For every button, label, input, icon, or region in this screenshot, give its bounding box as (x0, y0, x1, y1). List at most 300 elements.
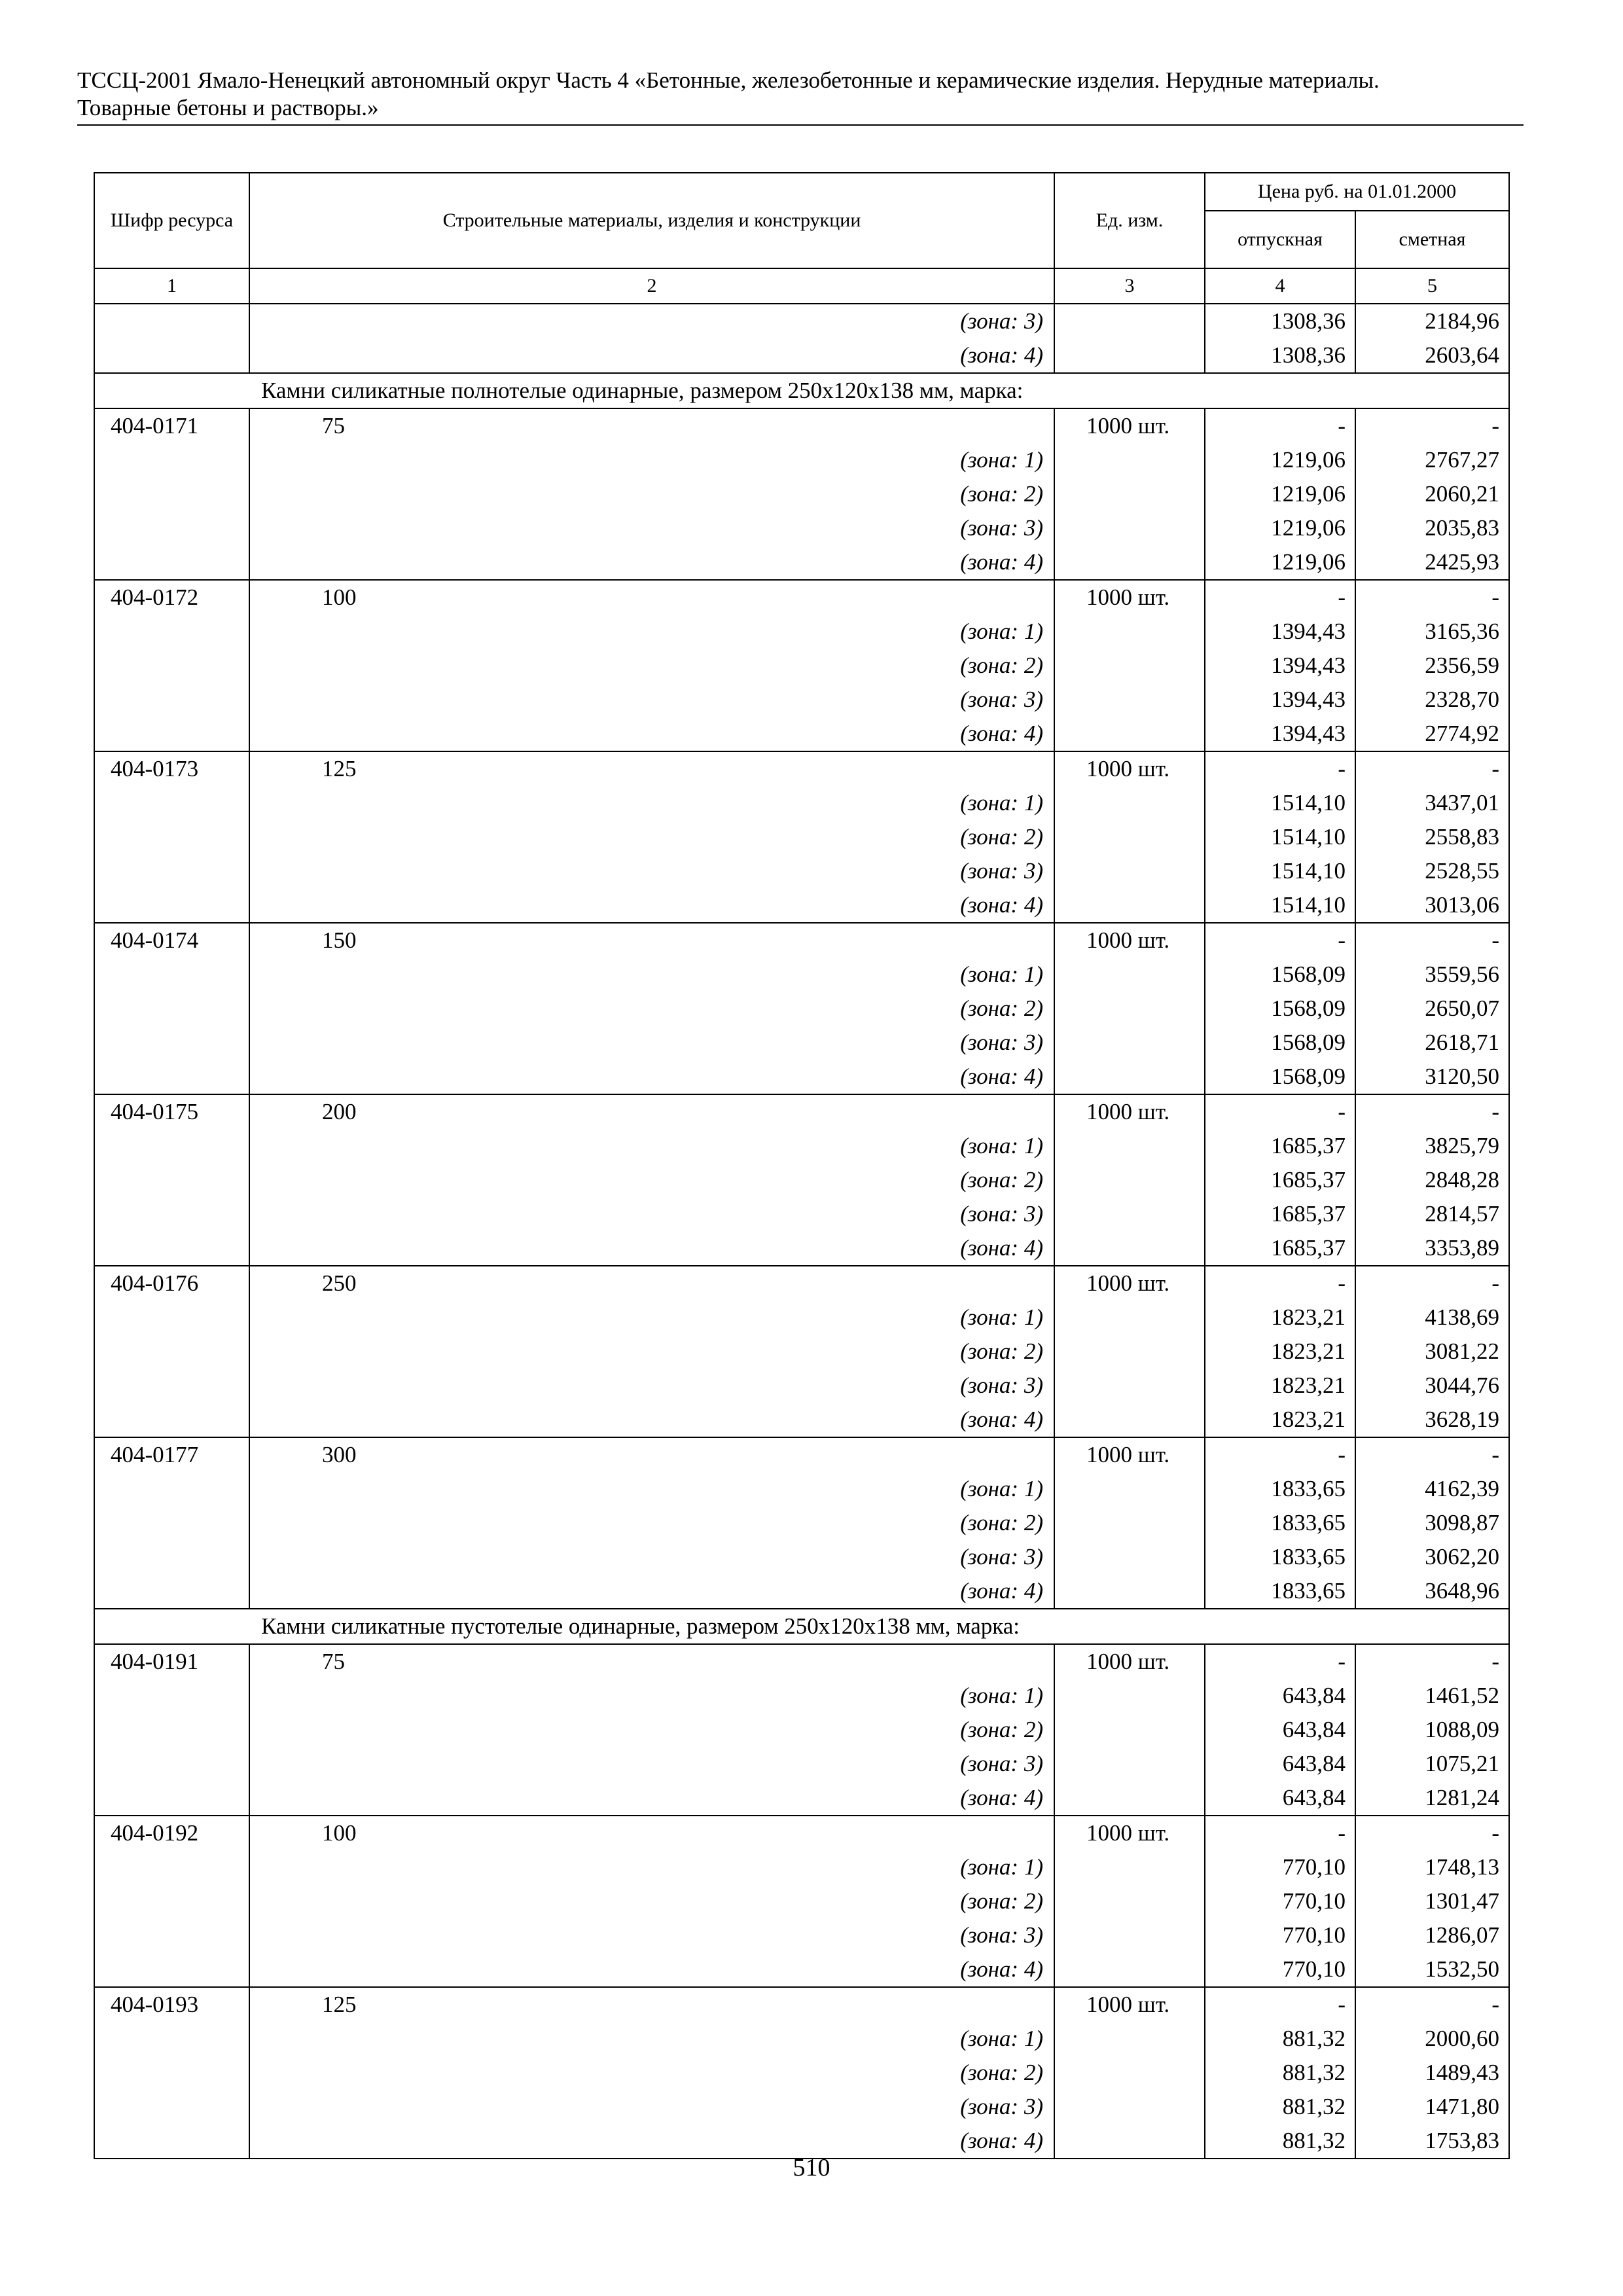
release-price: - (1205, 751, 1355, 786)
release-price: 643,84 (1205, 1747, 1355, 1781)
table-row (94, 580, 1509, 615)
estimate-price: 3098,87 (1355, 1506, 1509, 1540)
release-price: 1308,36 (1205, 338, 1355, 373)
header-code: Шифр ресурса (94, 173, 249, 268)
estimate-price: 1748,13 (1355, 1850, 1509, 1884)
unit-cell (1054, 683, 1205, 717)
release-price: 1219,06 (1205, 477, 1355, 511)
table-row (94, 786, 1509, 820)
table-row (94, 683, 1509, 717)
table-body (94, 304, 1509, 2159)
table-row (94, 477, 1509, 511)
code-cell (94, 1574, 249, 1609)
estimate-price: 1286,07 (1355, 1918, 1509, 1952)
estimate-price: 2618,71 (1355, 1026, 1509, 1060)
code-cell (94, 683, 249, 717)
release-price: 1823,21 (1205, 1403, 1355, 1437)
table-row (94, 1335, 1509, 1369)
estimate-price: 3062,20 (1355, 1540, 1509, 1574)
section-title-row (94, 1609, 1509, 1644)
release-price: 770,10 (1205, 1952, 1355, 1987)
release-price: 643,84 (1205, 1679, 1355, 1713)
table-row (94, 1540, 1509, 1574)
release-price: 1394,43 (1205, 683, 1355, 717)
code-cell (94, 2090, 249, 2124)
estimate-price: 2603,64 (1355, 338, 1509, 373)
unit-cell (1054, 1369, 1205, 1403)
table-row (94, 854, 1509, 888)
estimate-price: 3353,89 (1355, 1231, 1509, 1266)
release-price: 1568,09 (1205, 992, 1355, 1026)
resource-mark: 125 (249, 1987, 1054, 2022)
table-row (94, 1129, 1509, 1163)
code-cell (94, 1850, 249, 1884)
zone-label: (зона: 4) (249, 1952, 1054, 1987)
zone-label: (зона: 4) (249, 1781, 1054, 1816)
table-row (94, 1884, 1509, 1918)
release-price: - (1205, 1987, 1355, 2022)
table-row (94, 958, 1509, 992)
zone-label: (зона: 2) (249, 1335, 1054, 1369)
table-row (94, 1094, 1509, 1129)
zone-label: (зона: 4) (249, 545, 1054, 580)
table-row (94, 1437, 1509, 1472)
unit-cell: 1000 шт. (1054, 1987, 1205, 2022)
resource-code: 404-0191 (94, 1644, 249, 1679)
unit-cell (1054, 1026, 1205, 1060)
estimate-price: 3648,96 (1355, 1574, 1509, 1609)
release-price: 1394,43 (1205, 649, 1355, 683)
unit-cell (1054, 338, 1205, 373)
release-price: 1394,43 (1205, 615, 1355, 649)
zone-label: (зона: 4) (249, 717, 1054, 751)
unit-cell (1054, 1506, 1205, 1540)
code-cell (94, 1403, 249, 1437)
estimate-price: 2650,07 (1355, 992, 1509, 1026)
column-number: 2 (249, 268, 1054, 304)
unit-cell: 1000 шт. (1054, 1094, 1205, 1129)
estimate-price: - (1355, 1437, 1509, 1472)
unit-cell (1054, 1952, 1205, 1987)
estimate-price: 1489,43 (1355, 2056, 1509, 2090)
table-row (94, 1952, 1509, 1987)
release-price: 1308,36 (1205, 304, 1355, 338)
release-price: - (1205, 408, 1355, 443)
release-price: 1685,37 (1205, 1197, 1355, 1231)
code-cell (94, 615, 249, 649)
table-row (94, 1369, 1509, 1403)
header-line-2: Товарные бетоны и растворы.» (77, 95, 379, 120)
resource-code: 404-0172 (94, 580, 249, 615)
code-cell (94, 1300, 249, 1335)
resource-code: 404-0171 (94, 408, 249, 443)
code-cell (94, 1952, 249, 1987)
estimate-price: - (1355, 751, 1509, 786)
table-row (94, 1713, 1509, 1747)
table-row (94, 443, 1509, 477)
release-price: - (1205, 580, 1355, 615)
zone-label: (зона: 3) (249, 1540, 1054, 1574)
estimate-price: 2356,59 (1355, 649, 1509, 683)
code-cell (94, 1197, 249, 1231)
header-line-1: ТССЦ-2001 Ямало-Ненецкий автономный округ Часть 4 «Бетонные, железобетонные и керамические изделия. Нерудные материалы. (77, 67, 1380, 93)
resource-code: 404-0192 (94, 1816, 249, 1850)
zone-label: (зона: 4) (249, 1060, 1054, 1094)
unit-cell (1054, 2056, 1205, 2090)
zone-label: (зона: 2) (249, 1884, 1054, 1918)
resource-mark: 150 (249, 923, 1054, 958)
code-cell (94, 1472, 249, 1506)
code-cell (94, 1747, 249, 1781)
estimate-price: 2528,55 (1355, 854, 1509, 888)
column-number: 5 (1355, 268, 1509, 304)
zone-label: (зона: 2) (249, 992, 1054, 1026)
code-cell (94, 511, 249, 545)
release-price: 1514,10 (1205, 888, 1355, 923)
zone-label: (зона: 1) (249, 443, 1054, 477)
release-price: 1833,65 (1205, 1472, 1355, 1506)
release-price: 643,84 (1205, 1713, 1355, 1747)
code-cell (94, 1163, 249, 1197)
code-cell (94, 1884, 249, 1918)
code-cell (94, 888, 249, 923)
unit-cell (1054, 2022, 1205, 2056)
resource-mark: 75 (249, 1644, 1054, 1679)
code-cell (94, 1713, 249, 1747)
code-cell (94, 1335, 249, 1369)
zone-label: (зона: 1) (249, 2022, 1054, 2056)
table-row (94, 923, 1509, 958)
code-cell (94, 1369, 249, 1403)
unit-cell: 1000 шт. (1054, 1266, 1205, 1300)
zone-label: (зона: 4) (249, 1231, 1054, 1266)
zone-label: (зона: 3) (249, 1369, 1054, 1403)
unit-cell (1054, 615, 1205, 649)
header-estimate: сметная (1355, 211, 1509, 268)
estimate-price: 1532,50 (1355, 1952, 1509, 1987)
table-row (94, 1850, 1509, 1884)
zone-label: (зона: 1) (249, 1300, 1054, 1335)
estimate-price: 3044,76 (1355, 1369, 1509, 1403)
unit-cell: 1000 шт. (1054, 923, 1205, 958)
release-price: 1823,21 (1205, 1335, 1355, 1369)
resource-code: 404-0175 (94, 1094, 249, 1129)
unit-cell (1054, 717, 1205, 751)
estimate-price: 3628,19 (1355, 1403, 1509, 1437)
unit-cell (1054, 1231, 1205, 1266)
header-price-group: Цена руб. на 01.01.2000 (1205, 173, 1509, 211)
section-title: Камни силикатные пустотелые одинарные, размером 250х120х138 мм, марка: (94, 1609, 1509, 1644)
unit-cell (1054, 1713, 1205, 1747)
estimate-price: 1281,24 (1355, 1781, 1509, 1816)
table-row (94, 820, 1509, 854)
unit-cell (1054, 1781, 1205, 1816)
estimate-price: - (1355, 1816, 1509, 1850)
resource-code: 404-0173 (94, 751, 249, 786)
zone-label: (зона: 3) (249, 683, 1054, 717)
release-price: 881,32 (1205, 2090, 1355, 2124)
estimate-price: 1075,21 (1355, 1747, 1509, 1781)
estimate-price: 2814,57 (1355, 1197, 1509, 1231)
zone-label: (зона: 2) (249, 1506, 1054, 1540)
estimate-price: - (1355, 923, 1509, 958)
zone-label: (зона: 2) (249, 1163, 1054, 1197)
unit-cell (1054, 992, 1205, 1026)
resource-mark: 100 (249, 1816, 1054, 1850)
estimate-price: 3013,06 (1355, 888, 1509, 923)
estimate-price: 2328,70 (1355, 683, 1509, 717)
table-row (94, 649, 1509, 683)
estimate-price: 4162,39 (1355, 1472, 1509, 1506)
code-cell (94, 992, 249, 1026)
release-price: 1568,09 (1205, 1026, 1355, 1060)
release-price: 1833,65 (1205, 1574, 1355, 1609)
unit-cell (1054, 545, 1205, 580)
estimate-price: 2558,83 (1355, 820, 1509, 854)
column-number: 1 (94, 268, 249, 304)
resource-mark: 250 (249, 1266, 1054, 1300)
estimate-price: 3437,01 (1355, 786, 1509, 820)
zone-label: (зона: 3) (249, 304, 1054, 338)
code-cell (94, 1918, 249, 1952)
unit-cell (1054, 1163, 1205, 1197)
zone-label: (зона: 1) (249, 958, 1054, 992)
release-price: 1833,65 (1205, 1506, 1355, 1540)
section-title: Камни силикатные полнотелые одинарные, размером 250х120х138 мм, марка: (94, 373, 1509, 408)
estimate-price: 2060,21 (1355, 477, 1509, 511)
estimate-price: 1471,80 (1355, 2090, 1509, 2124)
estimate-price: 2767,27 (1355, 443, 1509, 477)
zone-label: (зона: 2) (249, 649, 1054, 683)
unit-cell (1054, 1574, 1205, 1609)
code-cell (94, 1679, 249, 1713)
code-cell (94, 649, 249, 683)
release-price: 1685,37 (1205, 1129, 1355, 1163)
unit-cell (1054, 786, 1205, 820)
code-cell (94, 304, 249, 338)
zone-label: (зона: 3) (249, 1026, 1054, 1060)
estimate-price: - (1355, 1266, 1509, 1300)
zone-label: (зона: 4) (249, 1403, 1054, 1437)
resource-code: 404-0177 (94, 1437, 249, 1472)
code-cell (94, 1026, 249, 1060)
estimate-price: - (1355, 408, 1509, 443)
table-row (94, 1026, 1509, 1060)
estimate-price: 1461,52 (1355, 1679, 1509, 1713)
estimate-price: 1301,47 (1355, 1884, 1509, 1918)
release-price: - (1205, 1094, 1355, 1129)
table-row (94, 304, 1509, 338)
estimate-price: 3165,36 (1355, 615, 1509, 649)
estimate-price: 2774,92 (1355, 717, 1509, 751)
code-cell (94, 1129, 249, 1163)
estimate-price: 4138,69 (1355, 1300, 1509, 1335)
code-cell (94, 443, 249, 477)
zone-label: (зона: 3) (249, 854, 1054, 888)
unit-cell (1054, 443, 1205, 477)
estimate-price: 3559,56 (1355, 958, 1509, 992)
code-cell (94, 1540, 249, 1574)
release-price: 1219,06 (1205, 545, 1355, 580)
table-row (94, 545, 1509, 580)
zone-label: (зона: 3) (249, 511, 1054, 545)
page-number: 510 (793, 2154, 830, 2181)
code-cell (94, 1060, 249, 1094)
release-price: - (1205, 923, 1355, 958)
price-table (94, 172, 1510, 2159)
code-cell (94, 477, 249, 511)
estimate-price: 3825,79 (1355, 1129, 1509, 1163)
zone-label: (зона: 4) (249, 888, 1054, 923)
unit-cell (1054, 1884, 1205, 1918)
unit-cell (1054, 1197, 1205, 1231)
estimate-price: 3081,22 (1355, 1335, 1509, 1369)
table-row (94, 615, 1509, 649)
release-price: 881,32 (1205, 2124, 1355, 2159)
estimate-price: 2848,28 (1355, 1163, 1509, 1197)
table-row (94, 338, 1509, 373)
release-price: 881,32 (1205, 2056, 1355, 2090)
estimate-price: 2000,60 (1355, 2022, 1509, 2056)
unit-cell: 1000 шт. (1054, 408, 1205, 443)
resource-mark: 300 (249, 1437, 1054, 1472)
header-unit: Ед. изм. (1054, 173, 1205, 268)
zone-label: (зона: 1) (249, 1850, 1054, 1884)
estimate-price: 1753,83 (1355, 2124, 1509, 2159)
zone-label: (зона: 4) (249, 338, 1054, 373)
code-cell (94, 958, 249, 992)
unit-cell (1054, 888, 1205, 923)
resource-mark: 75 (249, 408, 1054, 443)
zone-label: (зона: 3) (249, 2090, 1054, 2124)
zone-label: (зона: 3) (249, 1747, 1054, 1781)
release-price: 1219,06 (1205, 443, 1355, 477)
zone-label: (зона: 1) (249, 615, 1054, 649)
release-price: 770,10 (1205, 1918, 1355, 1952)
table-row (94, 1163, 1509, 1197)
table-row (94, 1472, 1509, 1506)
release-price: 881,32 (1205, 2022, 1355, 2056)
estimate-price: 3120,50 (1355, 1060, 1509, 1094)
code-cell (94, 854, 249, 888)
table-row (94, 992, 1509, 1026)
code-cell (94, 786, 249, 820)
unit-cell (1054, 820, 1205, 854)
release-price: - (1205, 1266, 1355, 1300)
table-row (94, 1747, 1509, 1781)
unit-cell (1054, 511, 1205, 545)
zone-label: (зона: 2) (249, 2056, 1054, 2090)
unit-cell (1054, 1300, 1205, 1335)
code-cell (94, 545, 249, 580)
estimate-price: 2425,93 (1355, 545, 1509, 580)
unit-cell (1054, 1403, 1205, 1437)
unit-cell (1054, 649, 1205, 683)
zone-label: (зона: 2) (249, 1713, 1054, 1747)
unit-cell (1054, 1540, 1205, 1574)
unit-cell (1054, 304, 1205, 338)
unit-cell: 1000 шт. (1054, 1816, 1205, 1850)
table-row (94, 1644, 1509, 1679)
estimate-price: - (1355, 1644, 1509, 1679)
release-price: 1219,06 (1205, 511, 1355, 545)
zone-label: (зона: 2) (249, 820, 1054, 854)
section-title-row (94, 373, 1509, 408)
release-price: 1568,09 (1205, 958, 1355, 992)
column-number: 3 (1054, 268, 1205, 304)
table-row (94, 1816, 1509, 1850)
table-row (94, 1403, 1509, 1437)
header-name: Строительные материалы, изделия и конструкции (249, 173, 1054, 268)
table-row (94, 1506, 1509, 1540)
release-price: - (1205, 1644, 1355, 1679)
release-price: 1514,10 (1205, 854, 1355, 888)
table-row (94, 1197, 1509, 1231)
resource-mark: 200 (249, 1094, 1054, 1129)
release-price: 1514,10 (1205, 786, 1355, 820)
table-row (94, 1679, 1509, 1713)
unit-cell (1054, 958, 1205, 992)
unit-cell (1054, 1472, 1205, 1506)
table-row (94, 511, 1509, 545)
estimate-price: 2184,96 (1355, 304, 1509, 338)
code-cell (94, 338, 249, 373)
release-price: 1685,37 (1205, 1163, 1355, 1197)
unit-cell (1054, 1335, 1205, 1369)
code-cell (94, 1231, 249, 1266)
zone-label: (зона: 3) (249, 1918, 1054, 1952)
code-cell (94, 2022, 249, 2056)
document-header (77, 67, 1524, 126)
release-price: 643,84 (1205, 1781, 1355, 1816)
table-row (94, 1574, 1509, 1609)
column-number: 4 (1205, 268, 1355, 304)
release-price: 1685,37 (1205, 1231, 1355, 1266)
header-release: отпускная (1205, 211, 1355, 268)
table-row (94, 888, 1509, 923)
table-row (94, 751, 1509, 786)
unit-cell (1054, 2090, 1205, 2124)
zone-label: (зона: 4) (249, 2124, 1054, 2159)
resource-code: 404-0176 (94, 1266, 249, 1300)
table-row (94, 2022, 1509, 2056)
unit-cell: 1000 шт. (1054, 751, 1205, 786)
release-price: 770,10 (1205, 1850, 1355, 1884)
unit-cell (1054, 477, 1205, 511)
zone-label: (зона: 3) (249, 1197, 1054, 1231)
release-price: 1394,43 (1205, 717, 1355, 751)
unit-cell (1054, 1918, 1205, 1952)
unit-cell (1054, 854, 1205, 888)
zone-label: (зона: 1) (249, 786, 1054, 820)
table-row (94, 1781, 1509, 1816)
unit-cell: 1000 шт. (1054, 1644, 1205, 1679)
zone-label: (зона: 1) (249, 1129, 1054, 1163)
release-price: 1514,10 (1205, 820, 1355, 854)
estimate-price: - (1355, 580, 1509, 615)
unit-cell (1054, 1129, 1205, 1163)
release-price: - (1205, 1816, 1355, 1850)
code-cell (94, 1506, 249, 1540)
table-row (94, 1300, 1509, 1335)
column-numbers-row (94, 268, 1509, 304)
estimate-price: 2035,83 (1355, 511, 1509, 545)
release-price: 1568,09 (1205, 1060, 1355, 1094)
estimate-price: 1088,09 (1355, 1713, 1509, 1747)
unit-cell: 1000 шт. (1054, 580, 1205, 615)
resource-mark: 100 (249, 580, 1054, 615)
release-price: 1823,21 (1205, 1369, 1355, 1403)
